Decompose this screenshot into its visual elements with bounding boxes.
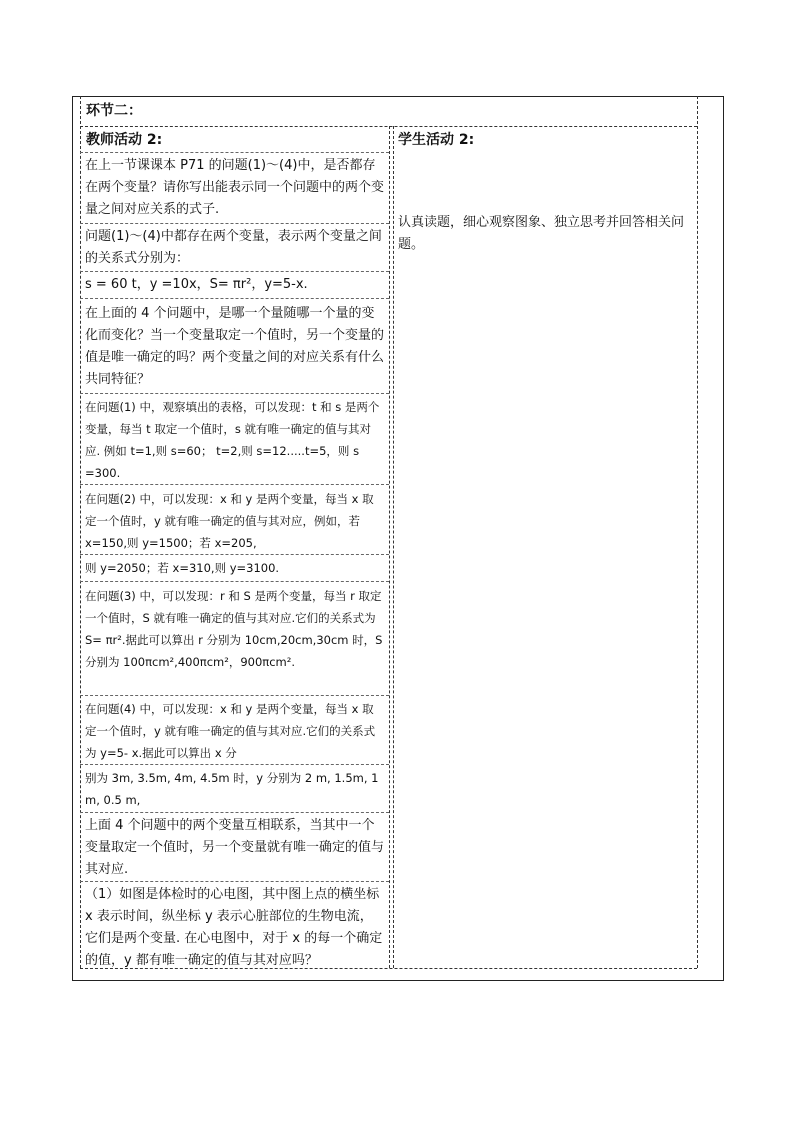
paragraph-divider — [80, 298, 389, 299]
paragraph-divider — [80, 554, 389, 555]
paragraph-divider — [80, 223, 389, 224]
teacher-paragraph-8: 在问题(3) 中，可以发现：r 和 S 是两个变量，每当 r 取定一个值时，S 就有唯一确定的值与其对应.它们的关系式为 S= πr².据此可以算出 r 分别为 10cm,20cm,30cm 时，S 分别为 100πcm²,400πcm²，900πcm². — [85, 589, 383, 669]
section-title: 环节二： — [86, 103, 142, 119]
paragraph-divider — [80, 764, 389, 765]
teacher-paragraph-9: 在问题(4) 中，可以发现：x 和 y 是两个变量，每当 x 取定一个值时，y 就有唯一确定的值与其对应.它们的关系式为 y=5- x.据此可以算出 x 分 — [85, 702, 376, 760]
teacher-activity-heading: 教师活动 2: — [86, 132, 163, 148]
teacher-paragraph-12: （1）如图是体检时的心电图，其中图上点的横坐标 x 表示时间，纵坐标 y 表示心脏部位的生物电流，它们是两个变量. 在心电图中，对于 x 的每一个确定的值，y 都有唯一确定的值与其对应吗？ — [85, 887, 383, 968]
paragraph-divider — [80, 581, 389, 582]
teacher-paragraph-1: 在上一节课课本 P71 的问题(1)～(4)中，是否都存在两个变量？请你写出能表示同一个问题中的两个变量之间对应关系的式子. — [85, 158, 385, 217]
paragraph-divider — [80, 812, 389, 813]
student-activity-heading: 学生活动 2: — [398, 132, 475, 148]
teacher-paragraph-11: 上面 4 个问题中的两个变量互相联系，当其中一个变量取定一个值时，另一个变量就有唯一确定的值与其对应. — [85, 818, 385, 877]
paragraph-divider — [80, 393, 389, 394]
table-inner-left-border — [80, 96, 81, 968]
teacher-paragraph-6: 在问题(2) 中，可以发现：x 和 y 是两个变量，每当 x 取定一个值时，y 就有唯一确定的值与其对应，例如，若 x=150,则 y=1500；若 x=205, — [85, 492, 374, 550]
column-divider — [389, 126, 390, 968]
paragraph-divider — [80, 881, 389, 882]
column-divider-inner — [393, 126, 394, 968]
student-paragraph-1: 认真读题，细心观察图象、独立思考并回答相关问题。 — [398, 215, 685, 252]
paragraph-divider — [80, 484, 389, 485]
teacher-paragraph-10: 别为 3m, 3.5m, 4m, 4.5m 时，y 分别为 2 m, 1.5m, 1 m, 0.5 m, — [85, 771, 379, 807]
table-inner-right-border — [697, 96, 698, 968]
teacher-paragraph-4: 在上面的 4 个问题中，是哪一个量随哪一个量的变化而变化？当一个变量取定一个值时，另一个变量的值是唯一确定的吗？两个变量之间的对应关系有什么共同特征？ — [85, 306, 385, 387]
teacher-paragraph-2: 问题(1)～(4)中都存在两个变量，表示两个变量之间的关系式分别为： — [85, 229, 382, 266]
paragraph-divider — [80, 271, 389, 272]
teacher-paragraph-7: 则 y=2050；若 x=310,则 y=3100. — [85, 561, 280, 575]
paragraph-divider — [80, 152, 389, 153]
paragraph-divider — [80, 695, 389, 696]
teacher-paragraph-5: 在问题(1) 中，观察填出的表格，可以发现：t 和 s 是两个变量，每当 t 取定一个值时，s 就有唯一确定的值与其对应. 例如 t=1,则 s=60； t=2,则 s=12.....t=5，则 s =300. — [85, 400, 380, 480]
teacher-formula-line: s = 60 t，y =10x，S= πr²，y=5-x. — [85, 277, 308, 292]
